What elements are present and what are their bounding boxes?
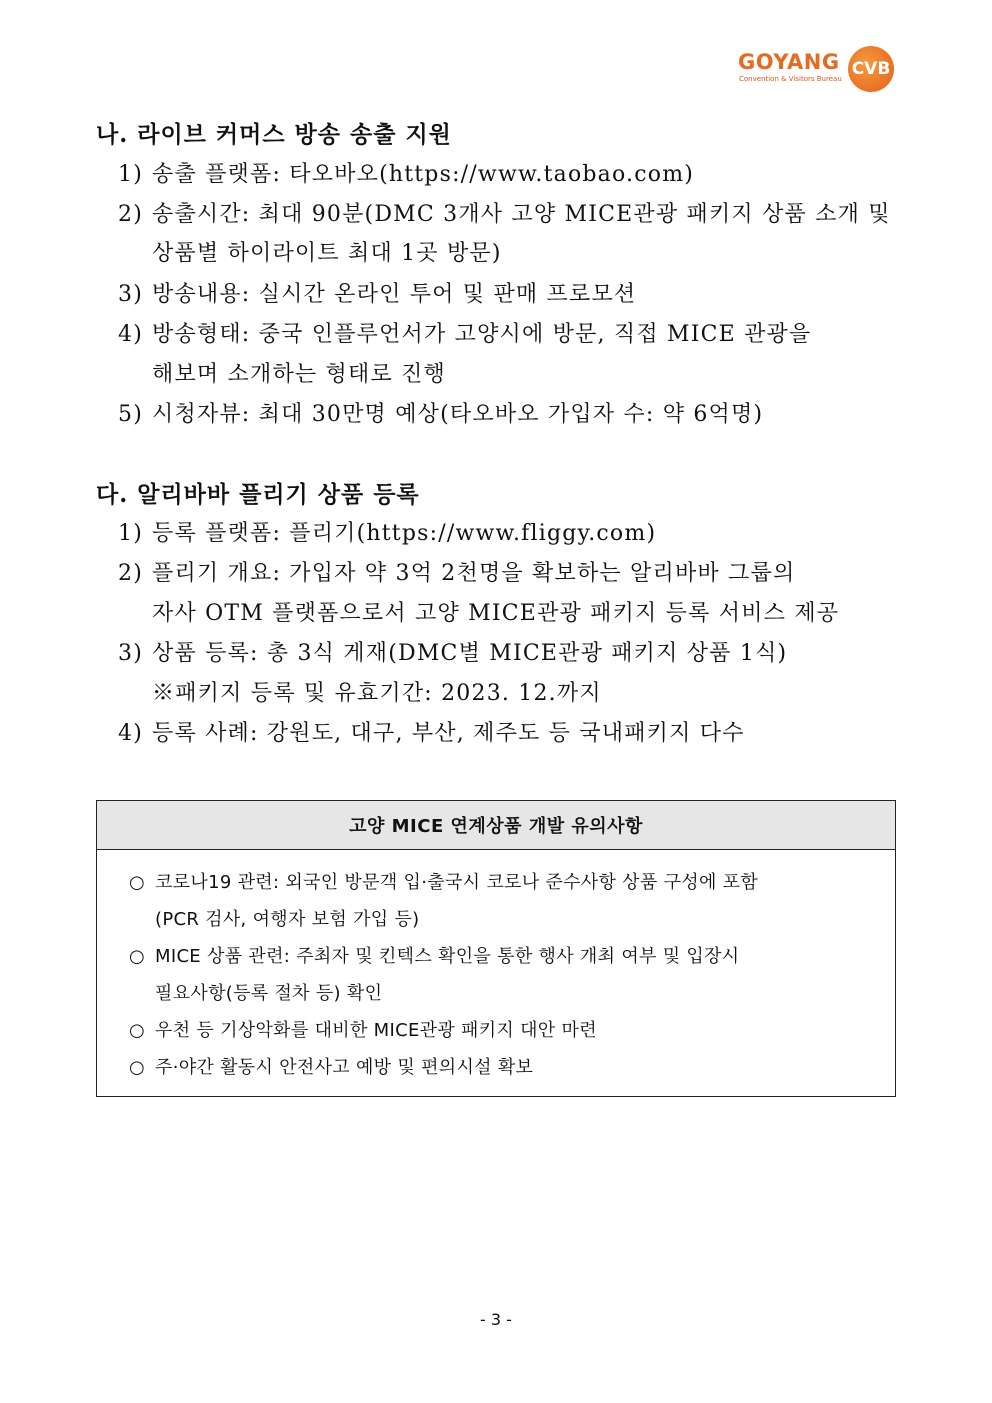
item-number: 3) — [118, 282, 143, 307]
item-number: 5) — [118, 402, 143, 427]
notice-item — [129, 1053, 533, 1079]
list-item — [118, 277, 636, 308]
item-number: 4) — [118, 721, 143, 746]
item-text: 시청자뷰: 최대 30만명 예상(타오바오 가입자 수: 약 6억명) — [152, 402, 764, 427]
notice-item-continuation: (PCR 검사, 여행자 보험 가입 등) — [155, 909, 420, 930]
item-continuation: 해보며 소개하는 형태로 진행 — [152, 362, 447, 387]
item-number: 2) — [118, 202, 143, 227]
bullet-circle-icon: ○ — [129, 946, 146, 967]
notice-item-text: MICE 상품 관련: 주최자 및 킨텍스 확인을 통한 행사 개최 여부 및 입장시 — [155, 946, 740, 967]
logo-subtitle: Convention & Visitors Bureau — [739, 75, 842, 83]
notice-item-continuation: 필요사항(등록 절차 등) 확인 — [155, 983, 383, 1004]
list-item — [118, 556, 795, 587]
item-number: 1) — [118, 162, 143, 187]
logo-wordmark: GOYANG — [738, 50, 840, 74]
section-title-live-commerce: 나. 라이브 커머스 방송 송출 지원 — [96, 121, 452, 148]
bullet-circle-icon: ○ — [129, 872, 146, 893]
list-item — [118, 197, 891, 228]
notice-item-text: 주·야간 활동시 안전사고 예방 및 편의시설 확보 — [155, 1057, 534, 1078]
item-text: 방송내용: 실시간 온라인 투어 및 판매 프로모션 — [152, 282, 637, 307]
notice-item — [129, 868, 758, 894]
item-text: 등록 사례: 강원도, 대구, 부산, 제주도 등 국내패키지 다수 — [152, 721, 745, 746]
item-number: 4) — [118, 322, 143, 347]
notice-item-text: 코로나19 관련: 외국인 방문객 입·출국시 코로나 준수사항 상품 구성에 포함 — [155, 872, 759, 893]
item-number: 2) — [118, 561, 143, 586]
item-text: 송출 플랫폼: 타오바오(https://www.taobao.com) — [152, 162, 695, 187]
item-text: 송출시간: 최대 90분(DMC 3개사 고양 MICE관광 패키지 상품 소개 및 — [152, 202, 891, 227]
list-item — [118, 516, 656, 547]
notice-box — [96, 800, 896, 1097]
item-continuation: 상품별 하이라이트 최대 1곳 방문) — [152, 241, 502, 266]
bullet-circle-icon: ○ — [129, 1020, 146, 1041]
list-item — [118, 716, 745, 747]
notice-item-text: 우천 등 기상악화를 대비한 MICE관광 패키지 대안 마련 — [155, 1020, 597, 1041]
item-number: 3) — [118, 641, 143, 666]
list-item — [118, 157, 694, 188]
item-continuation: 자사 OTM 플랫폼으로서 고양 MICE관광 패키지 등록 서비스 제공 — [152, 601, 840, 626]
item-number: 1) — [118, 521, 143, 546]
item-text: 상품 등록: 총 3식 게재(DMC별 MICE관광 패키지 상품 1식) — [152, 641, 788, 666]
section-title-fliggy: 다. 알리바바 플리기 상품 등록 — [96, 481, 420, 508]
item-text: 플리기 개요: 가입자 약 3억 2천명을 확보하는 알리바바 그룹의 — [152, 561, 796, 586]
notice-item — [129, 942, 740, 968]
logo-badge: CVB — [848, 46, 894, 92]
notice-item — [129, 1016, 597, 1042]
item-note: ※패키지 등록 및 유효기간: 2023. 12.까지 — [152, 681, 602, 706]
list-item — [118, 397, 763, 428]
item-text: 등록 플랫폼: 플리기(https://www.fliggy.com) — [152, 521, 657, 546]
bullet-circle-icon: ○ — [129, 1057, 146, 1078]
item-text: 방송형태: 중국 인플루언서가 고양시에 방문, 직접 MICE 관광을 — [152, 322, 812, 347]
list-item — [118, 317, 811, 348]
page-number: - 3 - — [480, 1310, 512, 1329]
list-item — [118, 636, 787, 667]
goyang-cvb-logo — [736, 42, 898, 90]
notice-box-title: 고양 MICE 연계상품 개발 유의사항 — [97, 801, 895, 850]
